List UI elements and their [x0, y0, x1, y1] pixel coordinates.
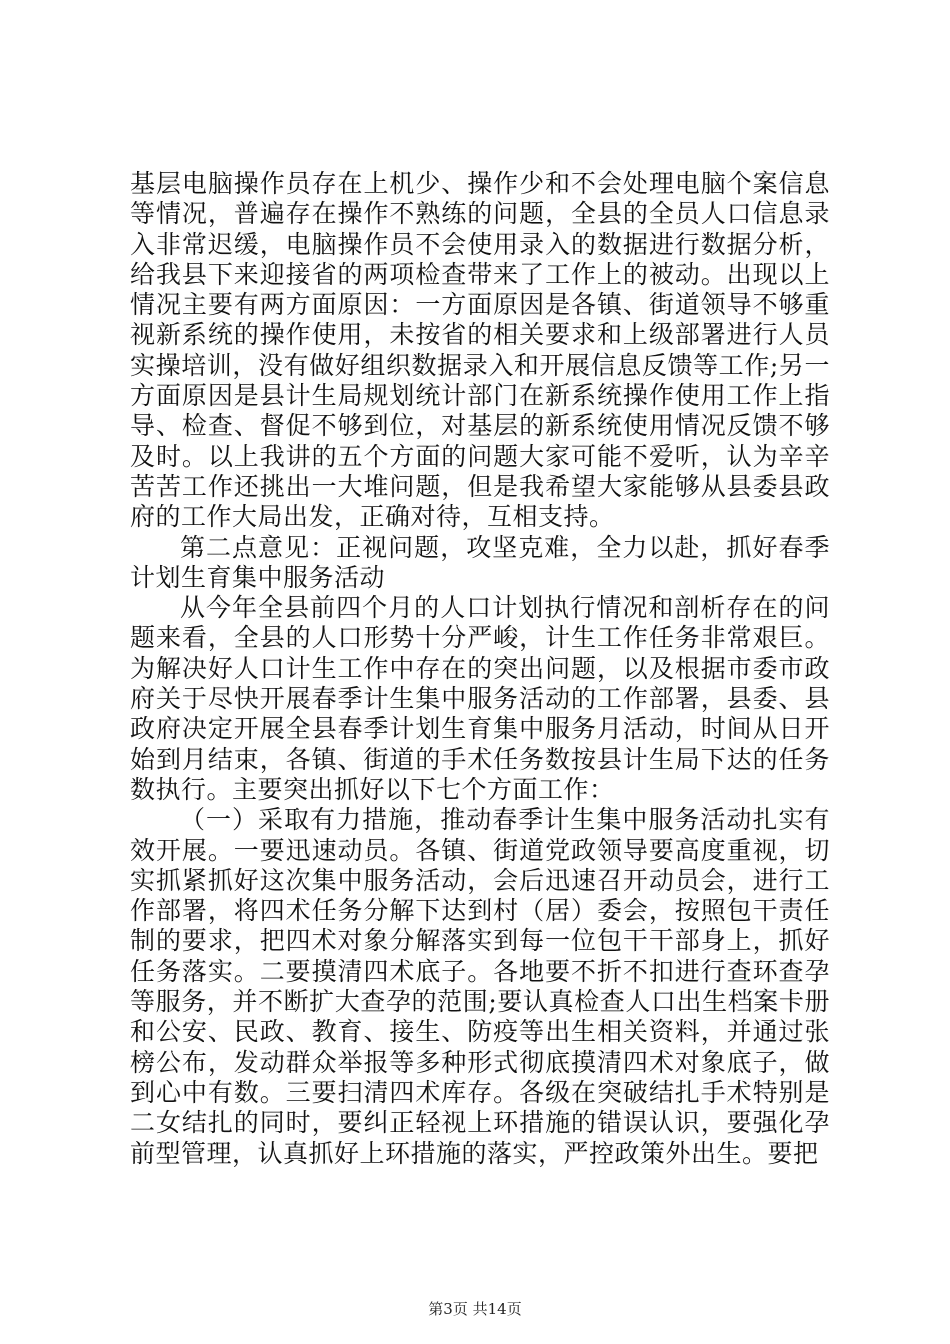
paragraph: 基层电脑操作员存在上机少、操作少和不会处理电脑个案信息等情况，普遍存在操作不熟练的问题，全县的全员人口信息录入非常迟缓，电脑操作员不会使用录入的数据进行数据分析，给我县下来迎接省的两项检查带来了工作上的被动。出现以上情况主要有两方面原因：一方面原因是各镇、街道领导不够重视新系统的操作使用，未按省的相关要求和上级部署进行人员实操培训，没有做好组织数据录入和开展信息反馈等工作;另一方面原因是县计生局规划统计部门在新系统操作使用工作上指导、检查、督促不够到位，对基层的新系统使用情况反馈不够及时。以上我讲的五个方面的问题大家可能不爱听，认为辛辛苦苦工作还挑出一大堆问题，但是我希望大家能够从县委县政府的工作大局出发，正确对待，互相支持。 — [130, 169, 830, 532]
document-body — [130, 169, 830, 1169]
paragraph: 从今年全县前四个月的人口计划执行情况和剖析存在的问题来看，全县的人口形势十分严峻，计生工作任务非常艰巨。为解决好人口计生工作中存在的突出问题，以及根据市委市政府关于尽快开展春季计生集中服务活动的工作部署，县委、县政府决定开展全县春季计划生育集中服务月活动，时间从日开始到月结束，各镇、街道的手术任务数按县计生局下达的任务数执行。主要突出抓好以下七个方面工作： — [130, 593, 830, 804]
paragraph: （一）采取有力措施，推动春季计生集中服务活动扎实有效开展。一要迅速动员。各镇、街道党政领导要高度重视，切实抓紧抓好这次集中服务活动，会后迅速召开动员会，进行工作部署，将四术任务分解下达到村（居）委会，按照包干责任制的要求，把四术对象分解落实到每一位包干干部身上，抓好任务落实。二要摸清四术底子。各地要不折不扣进行查环查孕等服务，并不断扩大查孕的范围;要认真检查人口出生档案卡册和公安、民政、教育、接生、防疫等出生相关资料，并通过张榜公布，发动群众举报等多种形式彻底摸清四术对象底子，做到心中有数。三要扫清四术库存。各级在突破结扎手术特别是二女结扎的同时，要纠正轻视上环措施的错误认识，要强化孕前型管理，认真抓好上环措施的落实，严控政策外出生。要把 — [130, 805, 830, 1168]
section-heading-paragraph: 第二点意见：正视问题，攻坚克难，全力以赴，抓好春季计划生育集中服务活动 — [130, 532, 830, 592]
page-number-footer: 第3页 共14页 — [428, 1300, 522, 1318]
